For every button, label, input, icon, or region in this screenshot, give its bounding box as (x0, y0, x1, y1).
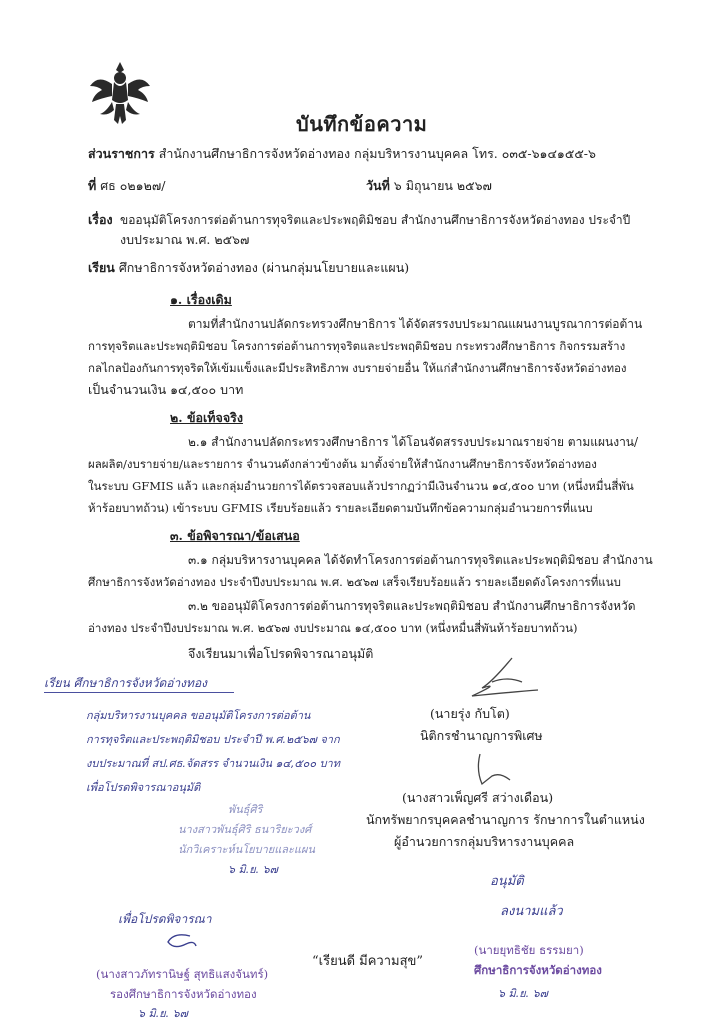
section-2-line: ๒.๑ สำนักงานปลัดกระทรวงศึกษาธิการ ได้โอนจัดสรรงบประมาณรายจ่าย ตามแผนงาน/ (188, 435, 639, 449)
signature-2-title-1: นักทรัพยากรบุคคลชำนาญการ รักษาการในตำแหน่ง (366, 812, 645, 827)
bottom-left-signature (160, 930, 200, 952)
handwritten-signer-name: นางสาวพันธุ์ศิริ ธนาริยะวงศ์ (178, 823, 312, 836)
to-row (88, 260, 409, 276)
section-3-heading: ๓. ข้อพิจารณา/ข้อเสนอ (170, 528, 300, 543)
signature-2-scribble (470, 750, 530, 790)
handwritten-line: กลุ่มบริหารงานบุคคล ขออนุมัติโครงการต่อต้าน (86, 709, 311, 722)
section-2-line: ผลผลิต/งบรายจ่าย/และรายการ จำนวนดังกล่าวข้างต้น มาตั้งจ่ายให้สำนักงานศึกษาธิการจังหวัดอ่างทอง (88, 457, 597, 471)
agency-row (88, 146, 596, 162)
subject-line-1: ขออนุมัติโครงการต่อต้านการทุจริตและประพฤติมิชอบ สำนักงานศึกษาธิการจังหวัดอ่างทอง ประจำปี (120, 213, 631, 227)
section-3-line: อ่างทอง ประจำปีงบประมาณ พ.ศ. ๒๕๖๗ งบประมาณ ๑๔,๕๐๐ บาท (หนึ่งหมื่นสี่พันห้าร้อยบาทถ้วน) (88, 621, 578, 635)
section-1-line: เป็นจำนวนเงิน ๑๔,๕๐๐ บาท (88, 382, 244, 397)
handwritten-line: งบประมาณที่ สป.ศธ.จัดสรร จำนวนเงิน ๑๔,๕๐๐ บาท (86, 757, 340, 770)
signature-1-scribble (452, 652, 542, 702)
bottom-right-name: (นายยุทธิชัย ธรรมยา) (474, 943, 584, 957)
date-label: วันที่ (366, 178, 390, 193)
subject-line-2: งบประมาณ พ.ศ. ๒๕๖๗ (120, 232, 250, 247)
section-3-line: ๓.๒ ขออนุมัติโครงการต่อต้านการทุจริตและประพฤติมิชอบ สำนักงานศึกษาธิการจังหวัด (188, 599, 636, 613)
date-value: ๖ มิถุนายน ๒๕๖๗ (393, 178, 492, 193)
section-2-line: ห้าร้อยบาทถ้วน) เข้าระบบ GFMIS เรียบร้อยแล้ว รายละเอียดตามบันทึกข้อความกลุ่มอำนวยการที่แนบ (88, 501, 593, 515)
handwritten-line: เพื่อโปรดพิจารณาอนุมัติ (86, 781, 201, 794)
section-1-heading: ๑. เรื่องเดิม (170, 292, 232, 307)
to-value: ศึกษาธิการจังหวัดอ่างทอง (ผ่านกลุ่มนโยบายและแผน) (118, 260, 410, 275)
memo-title: บันทึกข้อความ (296, 112, 428, 136)
bottom-right-date: ๖ มิ.ย. ๖๗ (498, 987, 548, 1000)
section-1-line: กลไกลป้องกันการทุจริตให้เข้มแข็งและมีประสิทธิภาพ งบรายจ่ายอื่น ให้แก่สำนักงานศึกษาธิการจังหวัดอ่างทอง (88, 361, 627, 375)
signature-1-title: นิติกรชำนาญการพิเศษ (420, 728, 543, 743)
bottom-left-title: รองศึกษาธิการจังหวัดอ่างทอง (110, 987, 257, 1001)
handwritten-to: เรียน ศึกษาธิการจังหวัดอ่างทอง (44, 676, 208, 690)
date-row (366, 178, 492, 194)
handwritten-signer-title: นักวิเคราะห์นโยบายและแผน (178, 843, 315, 856)
section-2-line: ในระบบ GFMIS แล้ว และกลุ่มอำนวยการได้ตรวจสอบแล้วปรากฏว่ามีเงินจำนวน ๑๔,๕๐๐ บาท (หนึ่งหมื่นสี่พัน (88, 479, 634, 493)
bottom-left-date: ๖ มิ.ย. ๖๗ (138, 1007, 188, 1020)
to-label: เรียน (88, 260, 115, 275)
handwritten-signer-date: ๖ มิ.ย. ๖๗ (228, 863, 278, 876)
section-3-line: ศึกษาธิการจังหวัดอ่างทอง ประจำปีงบประมาณ พ.ศ. ๒๕๖๗ เสร็จเรียบร้อยแล้ว รายละเอียดดังโครงการที่แนบ (88, 575, 621, 589)
section-2-heading: ๒. ข้อเท็จจริง (170, 410, 243, 425)
ref-row (88, 178, 165, 194)
section-3-line: ๓.๑ กลุ่มบริหารงานบุคคล ได้จัดทำโครงการต่อต้านการทุจริตและประพฤติมิชอบ สำนักงาน (188, 553, 653, 567)
approval-note-1: อนุมัติ (490, 874, 524, 889)
signature-1-name: (นายรุ่ง กับโต) (430, 706, 510, 721)
agency-label: ส่วนราชการ (88, 146, 155, 161)
agency-value: สำนักงานศึกษาธิการจังหวัดอ่างทอง กลุ่มบริหารงานบุคคล โทร. ๐๓๕-๖๑๔๑๕๕-๖ (158, 146, 596, 161)
subject-label: เรื่อง (88, 212, 113, 227)
approval-note-2: ลงนามแล้ว (500, 904, 563, 919)
section-1-line: ตามที่สำนักงานปลัดกระทรวงศึกษาธิการ ได้จัดสรรงบประมาณแผนงานบูรณาการต่อต้าน (188, 317, 643, 331)
bottom-left-name: (นางสาวภัทรานิษฐ์ สุทธิแสงจันทร์) (96, 967, 269, 981)
closing-text: จึงเรียนมาเพื่อโปรดพิจารณาอนุมัติ (188, 646, 374, 661)
motto: “เรียนดี มีความสุข” (312, 954, 424, 969)
bottom-left-note: เพื่อโปรดพิจารณา (118, 912, 212, 926)
ref-value: ศธ ๐๒๑๒๗/ (100, 178, 166, 193)
signature-2-name: (นางสาวเพ็ญศรี สว่างเดือน) (402, 790, 554, 805)
signature-2-title-2: ผู้อำนวยการกลุ่มบริหารงานบุคคล (394, 834, 575, 849)
handwritten-underline (44, 692, 234, 693)
handwritten-signer-signature: พันธุ์ศิริ (228, 803, 263, 816)
bottom-right-title: ศึกษาธิการจังหวัดอ่างทอง (474, 963, 602, 977)
handwritten-line: การทุจริตและประพฤติมิชอบ ประจำปี พ.ศ.๒๕๖๗ จาก (86, 733, 340, 746)
section-1-line: การทุจริตและประพฤติมิชอบ โครงการต่อต้านการทุจริตและประพฤติมิชอบ กระทรวงศึกษาธิการ กิจกรรมสร้าง (88, 339, 626, 353)
ref-label: ที่ (88, 178, 97, 193)
garuda-emblem-icon (88, 60, 152, 126)
